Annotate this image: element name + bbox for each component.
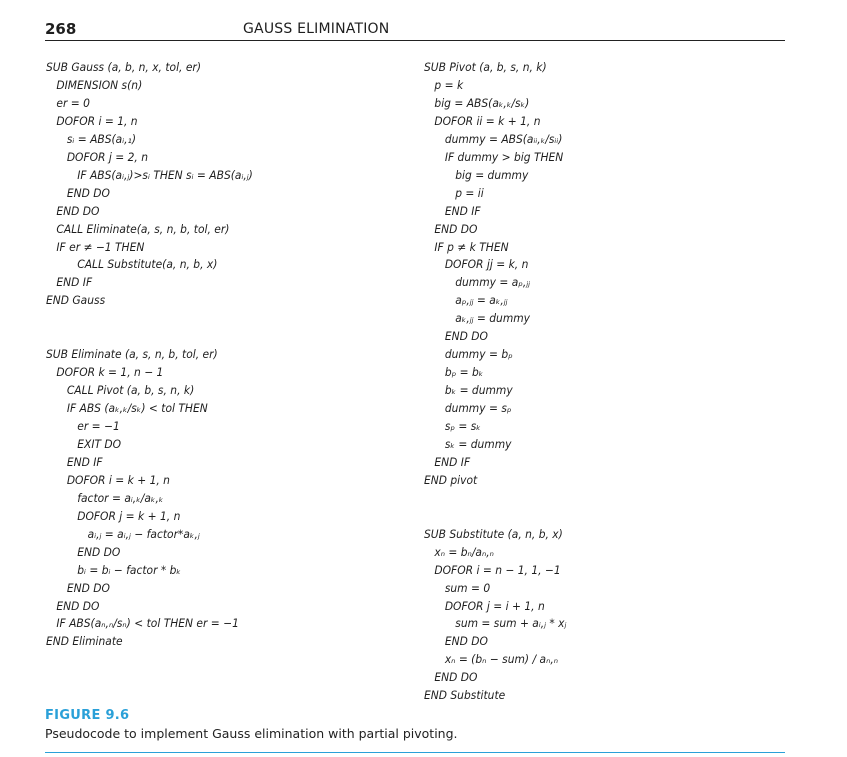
code-line: DOFOR jj = k, n	[444, 257, 529, 272]
code-line: END DO	[444, 634, 488, 649]
code-line: IF ABS(aₙ,ₙ/sₙ) < tol THEN er = −1	[56, 616, 239, 631]
code-line: SUB Eliminate (a, s, n, b, tol, er)	[46, 347, 218, 362]
code-line: bₖ = dummy	[444, 383, 513, 398]
code-line: aₖ,ⱼⱼ = dummy	[455, 311, 530, 326]
code-line: EXIT DO	[77, 436, 122, 451]
code-line: END DO	[434, 221, 478, 236]
code-line: big = dummy	[455, 167, 529, 182]
code-line: END pivot	[424, 472, 478, 487]
code-line: sₚ = sₖ	[444, 419, 481, 433]
code-line: sum = sum + aᵢ,ⱼ * xⱼ	[455, 616, 567, 631]
code-line: IF p ≠ k THEN	[434, 239, 509, 254]
code-line: END Gauss	[46, 293, 106, 308]
code-line: dummy = sₚ	[444, 401, 512, 416]
code-line: DOFOR k = 1, n − 1	[56, 365, 164, 380]
code-line: factor = aᵢ,ₖ/aₖ,ₖ	[77, 490, 164, 505]
code-line: DOFOR i = k + 1, n	[66, 472, 170, 487]
code-line: DOFOR j = 2, n	[66, 149, 148, 164]
code-line: END DO	[77, 544, 121, 559]
code-line: END DO	[66, 185, 110, 200]
figure-label: FIGURE 9.6	[45, 708, 130, 723]
code-line: END DO	[66, 580, 110, 595]
code-line: er = 0	[56, 95, 90, 110]
code-line: DOFOR i = 1, n	[56, 113, 138, 128]
code-line: p = k	[434, 77, 464, 92]
page-number: 268	[45, 20, 77, 38]
code-line: er = −1	[77, 419, 120, 433]
code-line: END DO	[56, 598, 100, 613]
code-line: dummy = bₚ	[444, 347, 513, 362]
code-line: bᵢ = bᵢ − factor * bₖ	[77, 562, 181, 577]
left-code-column	[46, 60, 416, 660]
code-line: DOFOR i = n − 1, 1, −1	[434, 562, 561, 577]
code-line: IF er ≠ −1 THEN	[56, 239, 145, 254]
page-header	[45, 20, 785, 41]
code-line: CALL Substitute(a, n, b, x)	[77, 257, 218, 272]
code-line: DIMENSION s(n)	[56, 77, 143, 92]
code-line: IF ABS (aₖ,ₖ/sₖ) < tol THEN	[66, 401, 208, 416]
code-line: sum = 0	[444, 580, 491, 595]
code-line: bₚ = bₖ	[444, 365, 484, 380]
code-line: END Substitute	[424, 688, 506, 703]
code-line: sₖ = dummy	[444, 436, 512, 451]
code-line: END DO	[434, 670, 478, 685]
code-line: xₙ = bₙ/aₙ,ₙ	[434, 544, 494, 559]
code-line: p = ii	[455, 185, 484, 200]
code-line: aₚ,ⱼⱼ = aₖ,ⱼⱼ	[455, 293, 508, 308]
code-line: DOFOR j = i + 1, n	[444, 598, 545, 613]
code-line: DOFOR ii = k + 1, n	[434, 113, 541, 128]
code-line: dummy = aₚ,ⱼⱼ	[455, 275, 531, 290]
figure-caption: Pseudocode to implement Gauss elimination with partial pivoting.	[45, 726, 458, 741]
code-line: END Eliminate	[46, 634, 123, 649]
code-line: sᵢ = ABS(aᵢ,₁)	[66, 131, 137, 146]
code-line: END IF	[66, 454, 103, 469]
code-line: IF dummy > big THEN	[444, 149, 564, 164]
footer-rule	[45, 752, 785, 753]
code-line: xₙ = (bₙ − sum) / aₙ,ₙ	[444, 652, 559, 667]
right-code-column	[424, 60, 794, 703]
code-line: END IF	[444, 203, 481, 218]
code-line: END DO	[444, 329, 488, 344]
code-line: SUB Pivot (a, b, s, n, k)	[424, 60, 547, 74]
code-line: dummy = ABS(aᵢᵢ,ₖ/sᵢᵢ)	[444, 131, 563, 146]
code-line: SUB Gauss (a, b, n, x, tol, er)	[46, 60, 202, 74]
code-line: big = ABS(aₖ,ₖ/sₖ)	[434, 95, 530, 110]
code-line: END IF	[56, 275, 93, 290]
code-line: aᵢ,ⱼ = aᵢ,ⱼ − factor*aₖ,ⱼ	[87, 526, 200, 541]
code-line: CALL Pivot (a, b, s, n, k)	[66, 383, 195, 398]
code-line: IF ABS(aᵢ,ⱼ)>sᵢ THEN sᵢ = ABS(aᵢ,ⱼ)	[77, 167, 253, 182]
code-line: CALL Eliminate(a, s, n, b, tol, er)	[56, 221, 230, 236]
code-line: DOFOR j = k + 1, n	[77, 508, 181, 523]
code-line: SUB Substitute (a, n, b, x)	[424, 526, 563, 541]
code-line: END IF	[434, 454, 471, 469]
running-title: GAUSS ELIMINATION	[243, 21, 390, 37]
code-line: END DO	[56, 203, 100, 218]
